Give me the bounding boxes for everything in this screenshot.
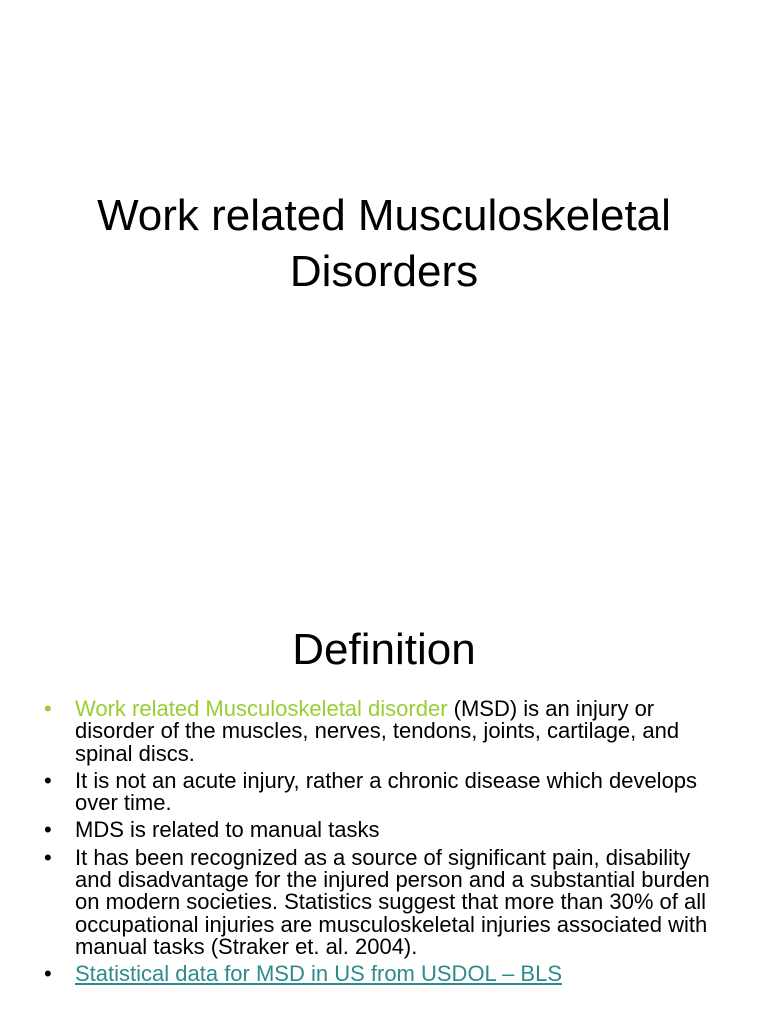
slide-title-line-1: Work related Musculoskeletal (97, 191, 671, 240)
slide-title-line-2: Disorders (289, 247, 479, 296)
msd-term: Work related Musculoskeletal disorder (75, 696, 448, 721)
definition-heading: Definition (292, 625, 476, 674)
bullet-item-msd-definition (0, 698, 768, 765)
slide-title (0, 188, 768, 300)
bullet-icon: • (44, 696, 52, 721)
bullet-icon: • (44, 767, 52, 793)
bullet-item-manual-tasks (0, 819, 768, 841)
bullet-icon: • (44, 817, 52, 843)
bullet-icon: • (44, 961, 52, 987)
statistics-link[interactable]: Statistical data for MSD in US from USDOL – BLS (75, 961, 563, 987)
bullet-item-chronic (0, 767, 768, 816)
bullet-item-statistics-link (0, 963, 768, 985)
manual-tasks-text: MDS is related to manual tasks (75, 817, 380, 843)
bullet-icon: • (44, 844, 52, 870)
bullet-item-significance (0, 844, 768, 959)
definition-bullet-list (0, 698, 768, 991)
msd-definition-text: (MSD) is an injury or disorder of the muscles, nerves, tendons, joints, cartilage, and spinal discs. (75, 696, 680, 766)
chronic-text: It is not an acute injury, rather a chronic disease which develops over time. (75, 767, 698, 816)
significance-text: It has been recognized as a source of significant pain, disability and disadvantage for the injured person and a substantial burden on modern societies. Statistics suggest that more than 30% of all occupational injuries are musculoskeletal injuries associated with manual tasks (Straker et. al. 2004). (75, 844, 710, 959)
